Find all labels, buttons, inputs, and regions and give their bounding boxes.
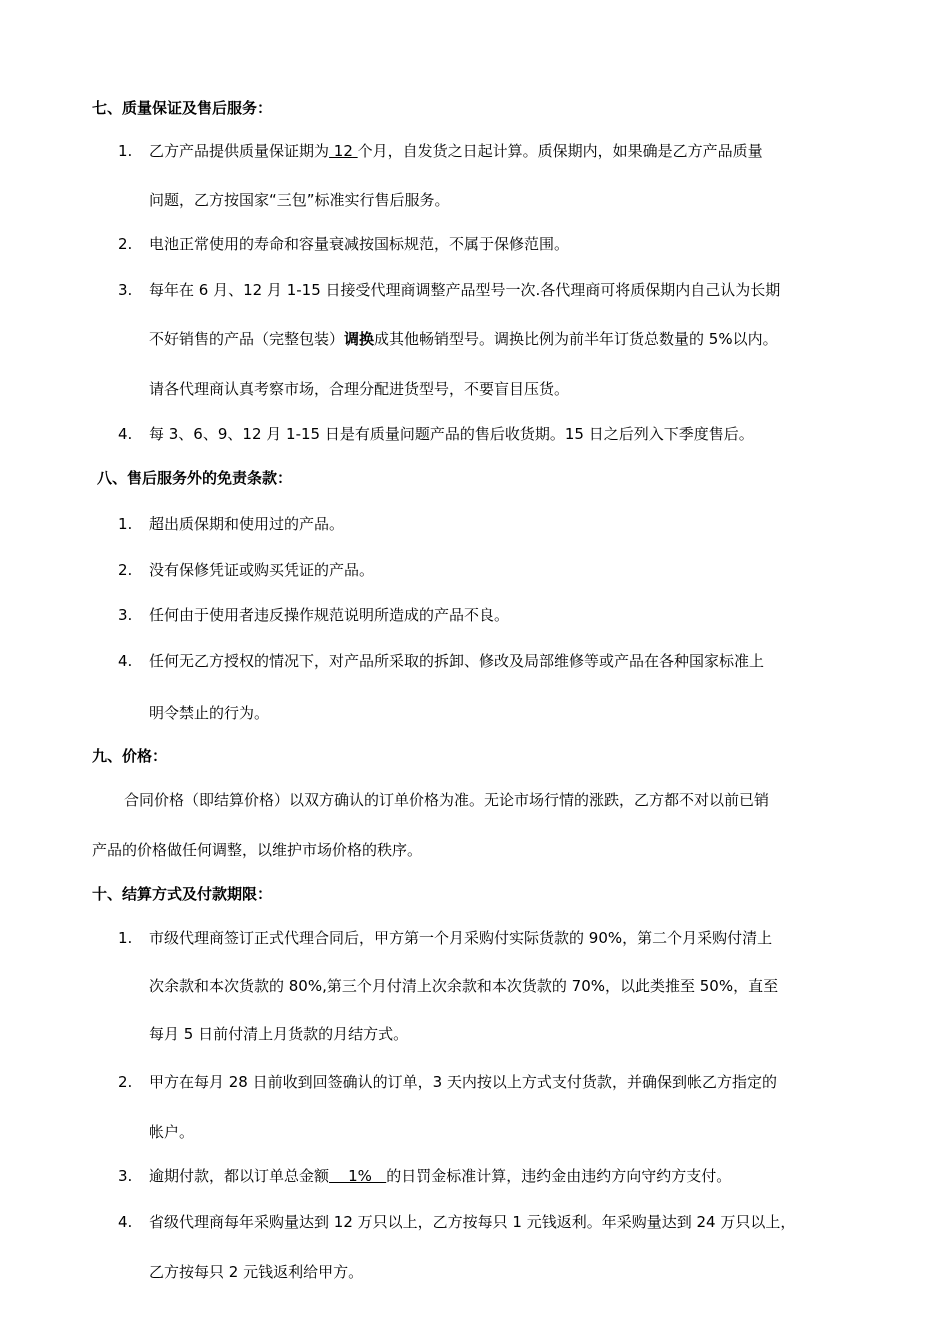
warranty-months: 12 [329,142,358,160]
text-run: 每月 5 日前付清上月货款的月结方式。 [149,1025,409,1043]
list-number: 4. [118,652,133,670]
text-run: 帐户。 [149,1123,195,1141]
list-number: 2. [118,561,133,579]
section-9-heading: 九、价格： [92,747,168,765]
sec9-paragraph-line-2: 产品的价格做任何调整，以维护市场价格的秩序。 [92,841,423,859]
text-run: 乙方产品提供质量保证期为 [149,142,330,160]
text-run: 乙方按每只 2 元钱返利给甲方。 [149,1263,364,1281]
text-run: 超出质保期和使用过的产品。 [149,515,345,533]
text-run: 成其他畅销型号。调换比例为前半年订货总数量的 5%以内。 [374,330,778,348]
text-run: 任何无乙方授权的情况下，对产品所采取的拆卸、修改及局部维修等或产品在各种国家标准上 [149,652,765,670]
list-number: 4. [118,1213,133,1231]
text-run: 甲方在每月 28 日前收到回签确认的订单，3 天内按以上方式支付货款，并确保到帐乙方指定的 [149,1073,777,1091]
text-run: 省级代理商每年采购量达到 12 万只以上，乙方按每只 1 元钱返利。年采购量达到 24 万只以上， [149,1213,796,1231]
text-run: 的日罚金标准计算，违约金由违约方向守约方支付。 [386,1167,732,1185]
list-number: 2. [118,235,133,253]
section-8-heading: 八、售后服务外的免责条款： [97,469,293,487]
text-run: 次余款和本次货款的 80%,第三个月付清上次余款和本次货款的 70%，以此类推至 50%，直至 [149,977,779,995]
sec9-paragraph-line-1: 合同价格（即结算价格）以双方确认的订单价格为准。无论市场行情的涨跌，乙方都不对以前已销 [124,791,770,809]
section-10-heading: 十、结算方式及付款期限： [92,885,273,903]
list-number: 3. [118,281,133,299]
section-7-heading: 七、质量保证及售后服务： [92,99,273,117]
list-number: 4. [118,425,133,443]
list-number: 1. [118,142,133,160]
list-number: 3. [118,1167,133,1185]
text-run: 明令禁止的行为。 [149,704,270,722]
text-run: 每年在 6 月、12 月 1-15 日接受代理商调整产品型号一次.各代理商可将质保期内自己认为长期 [149,281,781,299]
text-run: 任何由于使用者违反操作规范说明所造成的产品不良。 [149,606,510,624]
bold-term: 调换 [344,330,375,348]
text-run: 每 3、6、9、12 月 1-15 日是有质量问题产品的售后收货期。15 日之后列入下季度售后。 [149,425,754,443]
text-run: 个月，自发货之日起计算。质保期内，如果确是乙方产品质量 [357,142,763,160]
penalty-rate: 1% [329,1167,387,1185]
text-run: 问题，乙方按国家“三包”标准实行售后服务。 [149,191,450,209]
list-number: 3. [118,606,133,624]
list-number: 1. [118,929,133,947]
text-run: 没有保修凭证或购买凭证的产品。 [149,561,375,579]
text-run: 电池正常使用的寿命和容量衰减按国标规范，不属于保修范围。 [149,235,570,253]
list-number: 1. [118,515,133,533]
list-number: 2. [118,1073,133,1091]
text-run: 逾期付款，都以订单总金额 [149,1167,330,1185]
text-run: 不好销售的产品（完整包装） [149,330,345,348]
text-run: 市级代理商签订正式代理合同后，甲方第一个月采购付实际货款的 90%，第二个月采购付清上 [149,929,773,947]
text-run: 请各代理商认真考察市场，合理分配进货型号，不要盲目压货。 [149,380,570,398]
